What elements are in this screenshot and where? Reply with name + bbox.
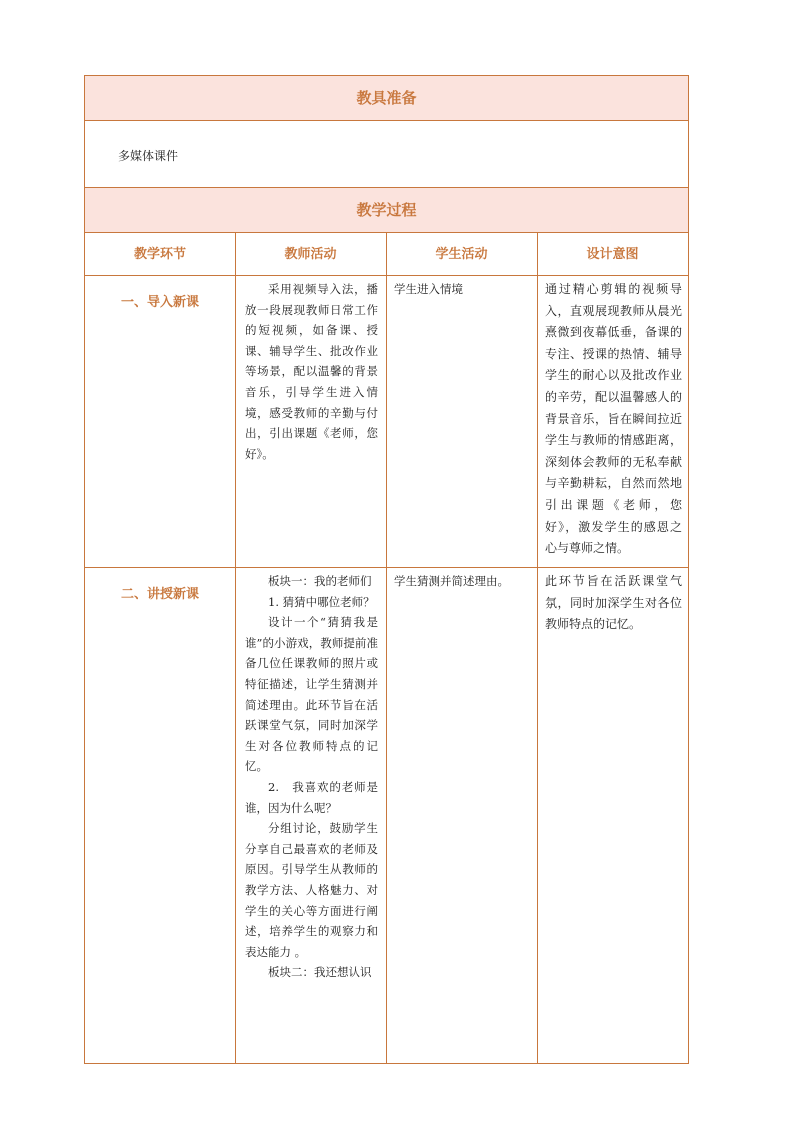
- prep-content-row: [85, 121, 688, 188]
- teacher-activity-text: 设计一个“猜猜我是谁”的小游戏，教师提前准备几位任课教师的照片或特征描述，让学生猜测并简述理由。此环节旨在活跃课堂气氛，同时加深学生对各位教师特点的记忆。: [245, 615, 378, 774]
- prep-header-band: [85, 76, 688, 121]
- column-divider: [386, 233, 387, 1063]
- stage-label: 一、导入新课: [120, 295, 199, 310]
- teacher-activity-text: 2. 我喜欢的老师是谁，因为什么呢？: [245, 779, 378, 815]
- student-activity-text: 学生进入情境: [394, 282, 463, 296]
- design-intent-cell: [537, 568, 688, 1063]
- teacher-activity-text: 板块二：我还想认识: [268, 965, 372, 980]
- teacher-activity-text: 采用视频导入法，播放一段展现教师日常工作的短视频，如备课、授课、辅导学生、批改作业等场景，配以温馨的背景音乐，引导学生进入情境，感受教师的辛勤与付出，引出课题《老师，您好》。: [245, 282, 378, 461]
- teacher-activity-cell: [235, 568, 386, 1063]
- process-title: 教学过程: [356, 201, 417, 219]
- header-student-activity: 学生活动: [435, 247, 488, 262]
- column-divider: [537, 233, 538, 1063]
- process-header-band: [85, 188, 688, 233]
- teacher-activity-text: 板块一：我的老师们: [268, 574, 372, 588]
- column-divider: [235, 233, 236, 1063]
- stage-cell: [85, 568, 235, 1063]
- design-intent-text: 通过精心剪辑的视频导入，直观展现教师从晨光熹微到夜幕低垂，备课的专注、授课的热情、辅导学生的耐心以及批改作业的辛劳，配以温馨感人的背景音乐，旨在瞬间拉近学生与教师的情感距离，深刻体会教师的无私奉献与辛勤耕耘，自然而然地引出课题《老师，您好》，激发学生的感恩之心与尊师之情。: [545, 282, 682, 556]
- student-activity-text: 学生猜测并简述理由。: [394, 574, 509, 588]
- design-intent-cell: [537, 276, 688, 567]
- lesson-plan-table: [84, 75, 689, 1064]
- student-activity-cell: [386, 568, 537, 1063]
- stage-label: 二、讲授新课: [120, 587, 199, 602]
- header-stage: 教学环节: [133, 247, 186, 262]
- header-teacher-activity: 教师活动: [284, 247, 337, 262]
- teacher-activity-text: 分组讨论，鼓励学生分享自己最喜欢的老师及原因。引导学生从教师的教学方法、人格魅力、对学生的关心等方面进行阐述，培养学生的观察力和表达能力 。: [245, 821, 378, 959]
- header-design-intent: 设计意图: [586, 247, 639, 262]
- stage-cell: [85, 276, 235, 567]
- prep-title: 教具准备: [356, 89, 417, 107]
- teacher-activity-cell: [235, 276, 386, 567]
- design-intent-text: 此环节旨在活跃课堂气氛，同时加深学生对各位教师特点的记忆。: [545, 574, 682, 632]
- prep-content: 多媒体课件: [118, 149, 179, 163]
- teacher-activity-text: 1. 猜猜中哪位老师？: [268, 594, 375, 609]
- student-activity-cell: [386, 276, 537, 567]
